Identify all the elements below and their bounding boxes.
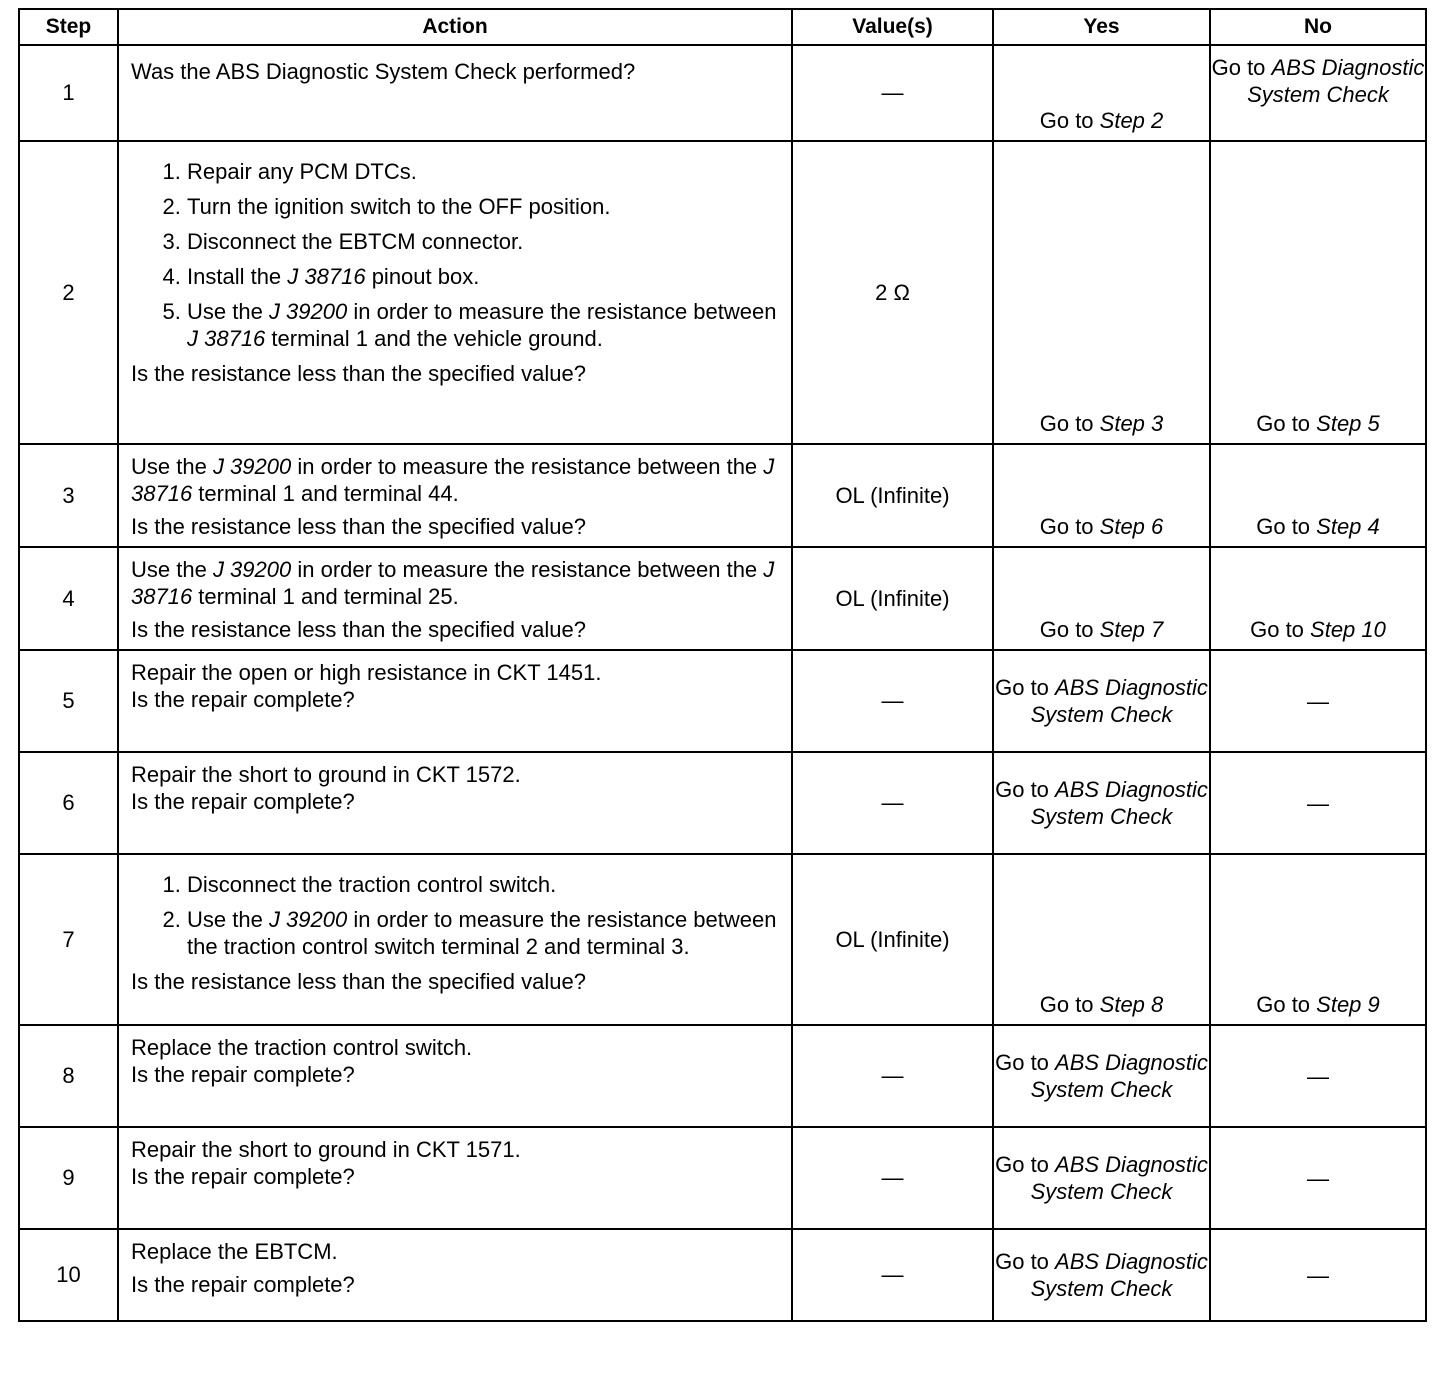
no-cell[interactable]: Go to ABS Diagnostic System Check bbox=[1210, 45, 1426, 141]
yes-link[interactable]: ABS Diagnostic System Check bbox=[1030, 777, 1208, 829]
value-cell: — bbox=[792, 1229, 993, 1321]
action-cell: Repair the open or high resistance in CKT 1451. Is the repair complete? bbox=[118, 650, 792, 752]
step-number: 2 bbox=[19, 141, 118, 444]
header-action: Action bbox=[118, 9, 792, 45]
no-cell[interactable]: Go to Step 9 bbox=[1210, 854, 1426, 1025]
action-cell: Replace the traction control switch. Is the repair complete? bbox=[118, 1025, 792, 1127]
action-step: 2. Turn the ignition switch to the OFF position. bbox=[187, 193, 779, 220]
action-question: Is the resistance less than the specified value? bbox=[131, 617, 586, 642]
table-row bbox=[19, 444, 1426, 547]
value-cell: — bbox=[792, 752, 993, 854]
yes-cell[interactable]: Go to Step 2 bbox=[993, 45, 1210, 141]
action-cell: Use the J 39200 in order to measure the resistance between the J 38716 terminal 1 and terminal 25. Is the resistance less than the specified value? bbox=[118, 547, 792, 650]
yes-link[interactable]: Step 6 bbox=[1099, 514, 1164, 539]
value-cell: OL (Infinite) bbox=[792, 547, 993, 650]
value-cell: OL (Infinite) bbox=[792, 854, 993, 1025]
no-cell[interactable]: Go to Step 4 bbox=[1210, 444, 1426, 547]
no-cell[interactable]: Go to Step 10 bbox=[1210, 547, 1426, 650]
header-no: No bbox=[1210, 9, 1426, 45]
step-number: 5 bbox=[19, 650, 118, 752]
value-cell: — bbox=[792, 1127, 993, 1229]
action-question: Is the repair complete? bbox=[131, 1164, 355, 1189]
table-row bbox=[19, 141, 1426, 444]
action-cell bbox=[118, 45, 792, 141]
action-step: 2. Use the J 39200 in order to measure the resistance between the traction control switch terminal 2 and terminal 3. bbox=[187, 906, 779, 960]
header-yes: Yes bbox=[993, 9, 1210, 45]
no-link[interactable]: Step 5 bbox=[1316, 411, 1380, 436]
action-step: 1. Repair any PCM DTCs. bbox=[187, 158, 779, 185]
action-question: Is the resistance less than the specified value? bbox=[131, 514, 586, 539]
action-cell: Repair the short to ground in CKT 1572. Is the repair complete? bbox=[118, 752, 792, 854]
action-steps-list bbox=[131, 871, 779, 960]
action-step: 1. Disconnect the traction control switch. bbox=[187, 871, 779, 898]
header-row bbox=[19, 9, 1426, 45]
no-cell: — bbox=[1210, 752, 1426, 854]
yes-link[interactable]: Step 2 bbox=[1099, 108, 1164, 133]
yes-link[interactable]: Step 3 bbox=[1099, 411, 1164, 436]
action-cell: Repair the short to ground in CKT 1571. Is the repair complete? bbox=[118, 1127, 792, 1229]
step-number: 9 bbox=[19, 1127, 118, 1229]
yes-link[interactable]: Step 7 bbox=[1099, 617, 1164, 642]
yes-cell[interactable]: Go to ABS Diagnostic System Check bbox=[993, 1025, 1210, 1127]
action-question: Is the repair complete? bbox=[131, 1272, 355, 1297]
yes-link[interactable]: Step 8 bbox=[1099, 992, 1164, 1017]
action-cell: Replace the EBTCM. Is the repair complete? bbox=[118, 1229, 792, 1321]
yes-cell[interactable]: Go to Step 6 bbox=[993, 444, 1210, 547]
yes-cell[interactable]: Go to ABS Diagnostic System Check bbox=[993, 1229, 1210, 1321]
no-link[interactable]: Step 10 bbox=[1310, 617, 1386, 642]
table-row bbox=[19, 854, 1426, 1025]
header-step: Step bbox=[19, 9, 118, 45]
no-link[interactable]: Step 9 bbox=[1316, 992, 1380, 1017]
value-cell: 2 Ω bbox=[792, 141, 993, 444]
table-row bbox=[19, 650, 1426, 752]
step-number: 6 bbox=[19, 752, 118, 854]
yes-link[interactable]: ABS Diagnostic System Check bbox=[1030, 675, 1208, 727]
diagnostic-table bbox=[18, 8, 1427, 1322]
step-number: 1 bbox=[19, 45, 118, 141]
yes-cell[interactable]: Go to Step 8 bbox=[993, 854, 1210, 1025]
action-question: Is the resistance less than the specified value? bbox=[131, 969, 586, 994]
yes-link[interactable]: ABS Diagnostic System Check bbox=[1030, 1050, 1208, 1102]
yes-cell[interactable]: Go to Step 3 bbox=[993, 141, 1210, 444]
yes-cell[interactable]: Go to Step 7 bbox=[993, 547, 1210, 650]
yes-link[interactable]: ABS Diagnostic System Check bbox=[1030, 1152, 1208, 1204]
value-cell: OL (Infinite) bbox=[792, 444, 993, 547]
action-cell bbox=[118, 854, 792, 1025]
no-cell: — bbox=[1210, 1025, 1426, 1127]
table-row bbox=[19, 1229, 1426, 1321]
yes-link[interactable]: ABS Diagnostic System Check bbox=[1030, 1249, 1208, 1301]
action-steps-list bbox=[131, 158, 779, 352]
table-row bbox=[19, 45, 1426, 141]
no-cell: — bbox=[1210, 1127, 1426, 1229]
no-cell: — bbox=[1210, 650, 1426, 752]
action-step: 5. Use the J 39200 in order to measure the resistance between J 38716 terminal 1 and the vehicle ground. bbox=[187, 298, 779, 352]
value-cell: — bbox=[792, 45, 993, 141]
no-cell[interactable]: Go to Step 5 bbox=[1210, 141, 1426, 444]
action-question: Is the repair complete? bbox=[131, 687, 355, 712]
action-step: 3. Disconnect the EBTCM connector. bbox=[187, 228, 779, 255]
action-cell: Use the J 39200 in order to measure the resistance between the J 38716 terminal 1 and terminal 44. Is the resistance less than the specified value? bbox=[118, 444, 792, 547]
header-values: Value(s) bbox=[792, 9, 993, 45]
no-cell: — bbox=[1210, 1229, 1426, 1321]
action-question: Is the resistance less than the specified value? bbox=[131, 361, 586, 386]
yes-cell[interactable]: Go to ABS Diagnostic System Check bbox=[993, 752, 1210, 854]
table-row bbox=[19, 752, 1426, 854]
no-link[interactable]: ABS Diagnostic System Check bbox=[1247, 55, 1425, 107]
yes-cell[interactable]: Go to ABS Diagnostic System Check bbox=[993, 1127, 1210, 1229]
step-number: 4 bbox=[19, 547, 118, 650]
action-text: Was the ABS Diagnostic System Check performed? bbox=[131, 59, 636, 84]
action-question: Is the repair complete? bbox=[131, 789, 355, 814]
yes-cell[interactable]: Go to ABS Diagnostic System Check bbox=[993, 650, 1210, 752]
step-number: 7 bbox=[19, 854, 118, 1025]
action-question: Is the repair complete? bbox=[131, 1062, 355, 1087]
step-number: 10 bbox=[19, 1229, 118, 1321]
no-link[interactable]: Step 4 bbox=[1316, 514, 1380, 539]
step-number: 3 bbox=[19, 444, 118, 547]
table-row bbox=[19, 1025, 1426, 1127]
value-cell: — bbox=[792, 1025, 993, 1127]
value-cell: — bbox=[792, 650, 993, 752]
table-row bbox=[19, 547, 1426, 650]
action-step: 4. Install the J 38716 pinout box. bbox=[187, 263, 779, 290]
table-row bbox=[19, 1127, 1426, 1229]
step-number: 8 bbox=[19, 1025, 118, 1127]
action-cell bbox=[118, 141, 792, 444]
